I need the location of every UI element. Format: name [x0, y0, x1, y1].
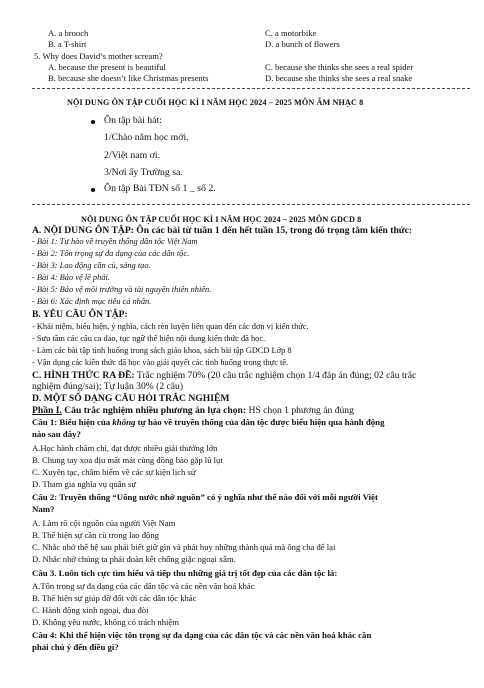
music-bullet-tdn: Ôn tập Bài TĐN số 1 _ số 2. — [104, 183, 216, 194]
q3-option-c: C. Hành động xinh ngoại, đua đòi — [32, 605, 149, 615]
lesson-4: - Bài 4: Bảo vệ lẽ phải. — [32, 273, 110, 282]
section-c-text-cont: nghiệm đúng/sai); Tự luận 30% (2 câu) — [32, 381, 184, 392]
english-q4-option-d: D. a bunch of flowers — [265, 39, 340, 49]
q4-stem: Câu 4: Khi thể hiện việc tôn trọng sự đa dạng của các dân tộc và các nền văn hoá khác cần — [32, 630, 372, 640]
requirement-4: - Vận dụng các kiến thức đã học vào giải quyết các tình huống trong thực tế. — [32, 358, 289, 367]
q2-option-a: A. Làm rõ cội nguồn của người Việt Nam — [32, 518, 176, 528]
english-q5-option-a: A. because the present is beautiful — [48, 62, 166, 72]
music-song-1: 1/Chào năm học mới. — [104, 132, 189, 143]
section-d-heading: D. MỘT SỐ DẠNG CÂU HỎI TRẮC NGHIỆM — [32, 393, 230, 404]
q1-stem-cont: nào sau đây? — [32, 429, 81, 439]
section-c — [32, 370, 416, 381]
civics-title: NỘI DUNG ÔN TẬP CUỐI HỌC KÌ I NĂM HỌC 2024 – 2025 MÔN GDCD 8 — [81, 215, 362, 224]
english-q4-option-b: B. a T-shirt — [48, 39, 87, 49]
english-q4-option-c: C. a motorbike — [265, 28, 317, 38]
music-song-2: 2/Việt nam ơi. — [104, 150, 161, 161]
lesson-5: - Bài 5: Bảo vệ môi trường và tài nguyên thiên nhiên. — [32, 285, 212, 294]
section-c-text: Trắc nghiệm 70% (20 câu trắc nghiệm chọn 1/4 đáp án đúng; 02 câu trắc — [134, 370, 417, 381]
music-bullet-songs: Ôn tập bài hát: — [104, 115, 162, 126]
music-song-3: 3/Nơi ấy Trường sa. — [104, 167, 183, 178]
q1-stem — [32, 417, 384, 428]
section-b-heading: B. YÊU CẦU ÔN TẬP: — [32, 309, 128, 320]
requirement-1: - Khái niệm, biểu hiện, ý nghĩa, cách rèn luyện liên quan đến các đơn vị kiến thức. — [32, 322, 309, 331]
q3-stem: Câu 3. Luôn tích cực tìm hiểu và tiếp thu những giá trị tốt đẹp của các dân tộc là: — [32, 568, 338, 578]
section-a-heading: A. NỘI DUNG ÔN TẬP: — [32, 225, 134, 236]
q3-option-d: D. Không yêu nước, không có trách nhiệm — [32, 617, 179, 627]
section-a-text: Ôn các bài từ tuần 1 đến hết tuần 15, trong đó trọng tâm kiến thức: — [133, 225, 413, 236]
english-q5-stem: 5. Why does David’s mother scream? — [34, 51, 163, 61]
english-q4-option-a: A. a brooch — [48, 28, 89, 38]
lesson-2: - Bài 2: Tôn trọng sự đa dạng của các dân tộc. — [32, 249, 190, 258]
part-1 — [32, 405, 354, 416]
q1-stem-emphasis: không — [112, 417, 136, 427]
q2-stem-cont: Nam? — [32, 504, 55, 514]
q4-stem-cont: phải chú ý đến điều gì? — [32, 642, 119, 652]
section-a — [32, 225, 412, 236]
music-title: NỘI DUNG ÔN TẬP CUỐI HỌC KÌ I NĂM HỌC 2024 – 2025 MÔN ÂM NHẠC 8 — [67, 98, 364, 107]
part-1-text: Câu trắc nghiệm nhiều phương án lựa chọn: — [61, 405, 247, 416]
q1-stem-part-a: Câu 1: Biểu hiện của — [32, 417, 113, 427]
q1-option-d: D. Tham gia nghĩa vụ quân sự — [32, 479, 137, 489]
section-c-heading: C. HÌNH THỨC RA ĐỀ: — [32, 370, 135, 381]
q1-option-c: C. Xuyên tạc, châm biếm về các sự kiện lịch sử — [32, 467, 196, 477]
part-1-label: Phần I. — [32, 405, 62, 416]
requirement-3: - Làm các bài tập tình huống trong sách giáo khoa, sách bài tập GDCD Lớp 8 — [32, 346, 292, 355]
q3-option-a: A.Tôn trọng sự đa dạng của các dân tộc và các nền văn hoá khác — [32, 581, 255, 591]
q3-option-b: B. Thể hiện sự giúp đỡ đối với các dân tộc khác — [32, 593, 197, 603]
english-q5-option-b: B. because she doesn’t like Christmas presents — [48, 73, 209, 83]
lesson-3: - Bài 3: Lao động cần cù, sáng tạo. — [32, 261, 151, 270]
section-divider — [32, 88, 470, 89]
english-q5-option-d: D. because she thinks she sees a real snake — [265, 73, 413, 83]
q1-option-a: A.Học hành chăm chỉ, đạt được nhiều giải thưởng lớn — [32, 443, 218, 453]
q1-option-b: B. Chung tay xoa dịu mất mát cùng đồng bào gặp lũ lụt — [32, 455, 223, 465]
section-divider — [32, 204, 470, 205]
bullet-icon — [91, 188, 95, 192]
q2-stem: Câu 2: Truyền thống “Uống nước nhớ nguồn” có ý nghĩa như thế nào đối với mỗi người Việt — [32, 492, 378, 502]
q2-option-d: D. Nhắc nhở chúng ta phải đoàn kết chống giặc ngoại xâm. — [32, 554, 236, 564]
part-1-note: HS chọn 1 phương án đúng — [246, 405, 354, 416]
q2-option-c: C. Nhắc nhở thế hệ sau phải biết giữ gìn và phát huy những thành quả mà ông cha để lại — [32, 542, 336, 552]
bullet-icon — [91, 120, 95, 124]
lesson-1: - Bài 1: Tự hào về truyền thống dân tộc Việt Nam — [32, 237, 198, 246]
q1-stem-part-b: tự hào về truyền thống của dân tộc được biểu hiện qua hành động — [135, 417, 385, 427]
q2-option-b: B. Thể hiện sự cần cù trong lao động — [32, 530, 159, 540]
english-q5-option-c: C. because she thinks she sees a real spider — [265, 62, 414, 72]
requirement-2: - Sưu tầm các câu ca dao, tục ngữ thể hiện nội dung kiến thức đã học. — [32, 334, 266, 343]
lesson-6: - Bài 6: Xác định mục tiêu cá nhân. — [32, 297, 152, 306]
